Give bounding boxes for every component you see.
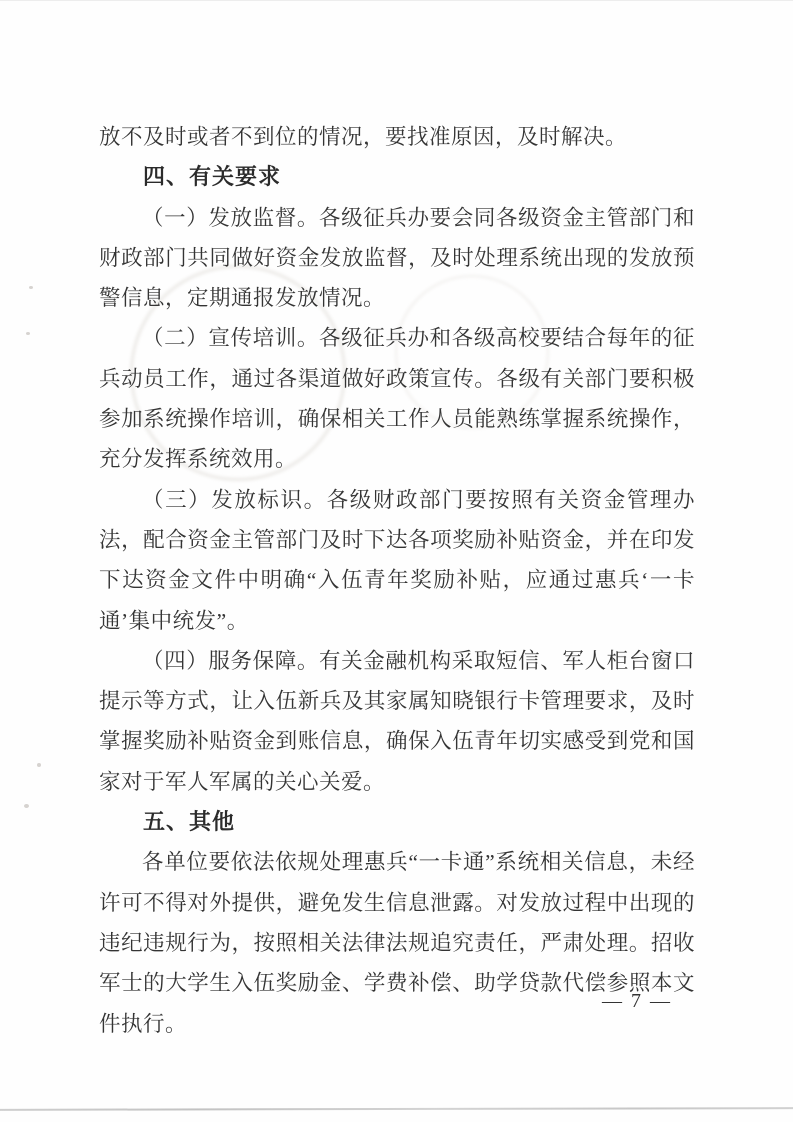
scan-speck [37, 763, 41, 767]
paragraph-other-provisions: 各单位要依法依规处理惠兵“一卡通”系统相关信息，未经许可不得对外提供，避免发生信息泄露。对发放过程中出现的违纪违规行为，按照相关法律法规追究责任，严肃处理。招收军士的大学生入伍奖励金、学费补偿、助学贷款代偿参照本文件执行。 [99, 850, 695, 1036]
page-number: — 7 — [602, 990, 672, 1012]
scan-speck [26, 332, 30, 335]
paragraph-item-3-distribution-marking: （三）发放标识。各级财政部门要按照有关资金管理办法，配合资金主管部门及时下达各项奖励补贴资金，并在印发下达资金文件中明确“入伍青年奖励补贴，应通过惠兵‘一卡通’集中统发”。 [99, 487, 695, 633]
paragraph-item-1-distribution-supervision: （一）发放监督。各级征兵办要会同各级资金主管部门和财政部门共同做好资金发放监督，及时处理系统出现的发放预警信息，定期通报发放情况。 [99, 205, 695, 311]
scan-edge-line [0, 1107, 793, 1111]
paragraph-item-4-service-guarantee: （四）服务保障。有关金融机构采取短信、军人柜台窗口提示等方式，让入伍新兵及其家属知晓银行卡管理要求，及时掌握奖励补贴资金到账信息，确保入伍青年切实感受到党和国家对于军人军属的关心关爱。 [99, 648, 695, 794]
section-heading-four: 四、有关要求 [143, 164, 282, 190]
scan-edge-top [0, 0, 793, 1]
document-body [99, 117, 695, 1044]
paragraph-item-2-publicity-training: （二）宣传培训。各级征兵办和各级高校要结合每年的征兵动员工作，通过各渠道做好政策宣传。各级有关部门要积极参加系统操作培训，确保相关工作人员能熟练掌握系统操作，充分发挥系统效用。 [99, 326, 695, 472]
scan-speck [29, 286, 33, 289]
section-heading-five: 五、其他 [143, 809, 236, 835]
paragraph-continuation: 放不及时或者不到位的情况，要找准原因，及时解决。 [99, 125, 628, 149]
scan-speck [24, 804, 29, 808]
